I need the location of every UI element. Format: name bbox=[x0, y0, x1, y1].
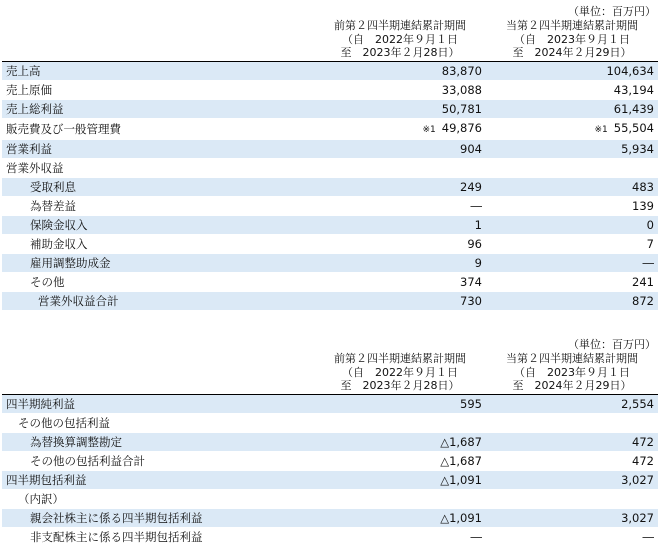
row-label: 補助金収入 bbox=[30, 236, 88, 251]
table-row bbox=[2, 215, 658, 234]
header-curr-period: 当第２四半期連結累計期間 （自 2023年９月１日 至 2024年２月29日） bbox=[506, 19, 638, 59]
footnote-mark: ※1 bbox=[594, 124, 608, 135]
prev-value: △1,687 bbox=[440, 434, 482, 449]
table-row bbox=[2, 394, 658, 413]
prev-value: ※1 49,876 bbox=[422, 120, 482, 135]
table-row bbox=[2, 234, 658, 253]
row-label: 四半期包括利益 bbox=[6, 472, 87, 487]
row-label: 雇用調整助成金 bbox=[30, 255, 111, 270]
prev-value: 730 bbox=[460, 293, 482, 308]
row-label: 販売費及び一般管理費 bbox=[6, 121, 121, 136]
table-row bbox=[2, 158, 658, 177]
row-label: 保険金収入 bbox=[30, 217, 88, 232]
table-row bbox=[2, 253, 658, 272]
curr-value: 483 bbox=[632, 179, 654, 194]
table-row bbox=[2, 470, 658, 489]
curr-value: 3,027 bbox=[621, 510, 654, 525]
curr-value: 2,554 bbox=[621, 396, 654, 411]
curr-value bbox=[486, 158, 658, 177]
prev-value: ― bbox=[470, 529, 482, 544]
unit-label: （単位：百万円） bbox=[568, 5, 656, 18]
curr-value: 472 bbox=[632, 453, 654, 468]
row-label: 営業外収益合計 bbox=[38, 293, 119, 308]
prev-value: ― bbox=[470, 198, 482, 213]
curr-value: 139 bbox=[632, 198, 654, 213]
curr-value: 872 bbox=[632, 293, 654, 308]
unit-label: （単位：百万円） bbox=[568, 338, 656, 351]
prev-value bbox=[314, 413, 486, 432]
curr-value: 3,027 bbox=[621, 472, 654, 487]
footnote-mark: ※1 bbox=[422, 124, 436, 135]
row-label: 営業外収益 bbox=[6, 160, 64, 175]
table-row bbox=[2, 118, 658, 139]
table-row bbox=[2, 489, 658, 508]
table-row bbox=[2, 139, 658, 158]
prev-value: △1,091 bbox=[440, 510, 482, 525]
curr-value: 0 bbox=[646, 217, 654, 232]
prev-value bbox=[314, 489, 486, 508]
table-row bbox=[2, 177, 658, 196]
row-label: 為替換算調整勘定 bbox=[30, 434, 122, 449]
table-row bbox=[2, 61, 658, 80]
prev-value: 249 bbox=[460, 179, 482, 194]
prev-value: 9 bbox=[474, 255, 482, 270]
table-row bbox=[2, 432, 658, 451]
row-label: 売上高 bbox=[6, 63, 41, 78]
prev-value: 904 bbox=[460, 141, 482, 156]
prev-value: 96 bbox=[467, 236, 482, 251]
curr-value: ― bbox=[642, 255, 654, 270]
table-row bbox=[2, 99, 658, 118]
curr-value: 472 bbox=[632, 434, 654, 449]
header-blank bbox=[2, 351, 314, 394]
curr-value: 104,634 bbox=[606, 63, 654, 78]
prev-value: △1,687 bbox=[440, 453, 482, 468]
row-label: その他の包括利益合計 bbox=[30, 453, 145, 468]
table-row bbox=[2, 272, 658, 291]
table-row bbox=[2, 196, 658, 215]
row-label: 売上原価 bbox=[6, 82, 52, 97]
header-curr-period: 当第２四半期連結累計期間 （自 2023年９月１日 至 2024年２月29日） bbox=[506, 352, 638, 392]
curr-value bbox=[486, 413, 658, 432]
table-row bbox=[2, 80, 658, 99]
row-label: 親会社株主に係る四半期包括利益 bbox=[30, 510, 203, 525]
prev-value: 83,870 bbox=[441, 63, 482, 78]
prev-value: 33,088 bbox=[441, 82, 482, 97]
curr-value: ― bbox=[642, 529, 654, 544]
row-label: 受取利息 bbox=[30, 179, 76, 194]
curr-value: 5,934 bbox=[621, 141, 654, 156]
header-prev-period: 前第２四半期連結累計期間 （自 2022年９月１日 至 2023年２月28日） bbox=[334, 19, 466, 59]
prev-value: 595 bbox=[460, 396, 482, 411]
header-prev-period: 前第２四半期連結累計期間 （自 2022年９月１日 至 2023年２月28日） bbox=[334, 352, 466, 392]
curr-value: 43,194 bbox=[613, 82, 654, 97]
curr-value: ※1 55,504 bbox=[594, 120, 654, 135]
table-row bbox=[2, 291, 658, 310]
row-label: その他 bbox=[30, 274, 65, 289]
table-row bbox=[2, 508, 658, 527]
table-header-row bbox=[2, 351, 658, 394]
prev-value bbox=[314, 158, 486, 177]
table-row bbox=[2, 413, 658, 432]
row-label: 営業利益 bbox=[6, 141, 52, 156]
row-label: （内訳） bbox=[18, 491, 64, 506]
row-label: 四半期純利益 bbox=[6, 396, 75, 411]
curr-value: 7 bbox=[646, 236, 654, 251]
income-statement-table bbox=[2, 18, 658, 311]
prev-value: 374 bbox=[460, 274, 482, 289]
prev-value: △1,091 bbox=[440, 472, 482, 487]
table-row bbox=[2, 451, 658, 470]
row-label: その他の包括利益 bbox=[18, 415, 110, 430]
prev-value: 1 bbox=[474, 217, 482, 232]
table-header-row bbox=[2, 18, 658, 61]
table-row bbox=[2, 527, 658, 546]
curr-value bbox=[486, 489, 658, 508]
row-label: 売上総利益 bbox=[6, 101, 64, 116]
row-label: 非支配株主に係る四半期包括利益 bbox=[30, 529, 203, 544]
prev-value: 50,781 bbox=[441, 101, 482, 116]
row-label: 為替差益 bbox=[30, 198, 76, 213]
curr-value: 61,439 bbox=[613, 101, 654, 116]
curr-value: 241 bbox=[632, 274, 654, 289]
header-blank bbox=[2, 18, 314, 61]
comprehensive-income-table bbox=[2, 351, 658, 547]
